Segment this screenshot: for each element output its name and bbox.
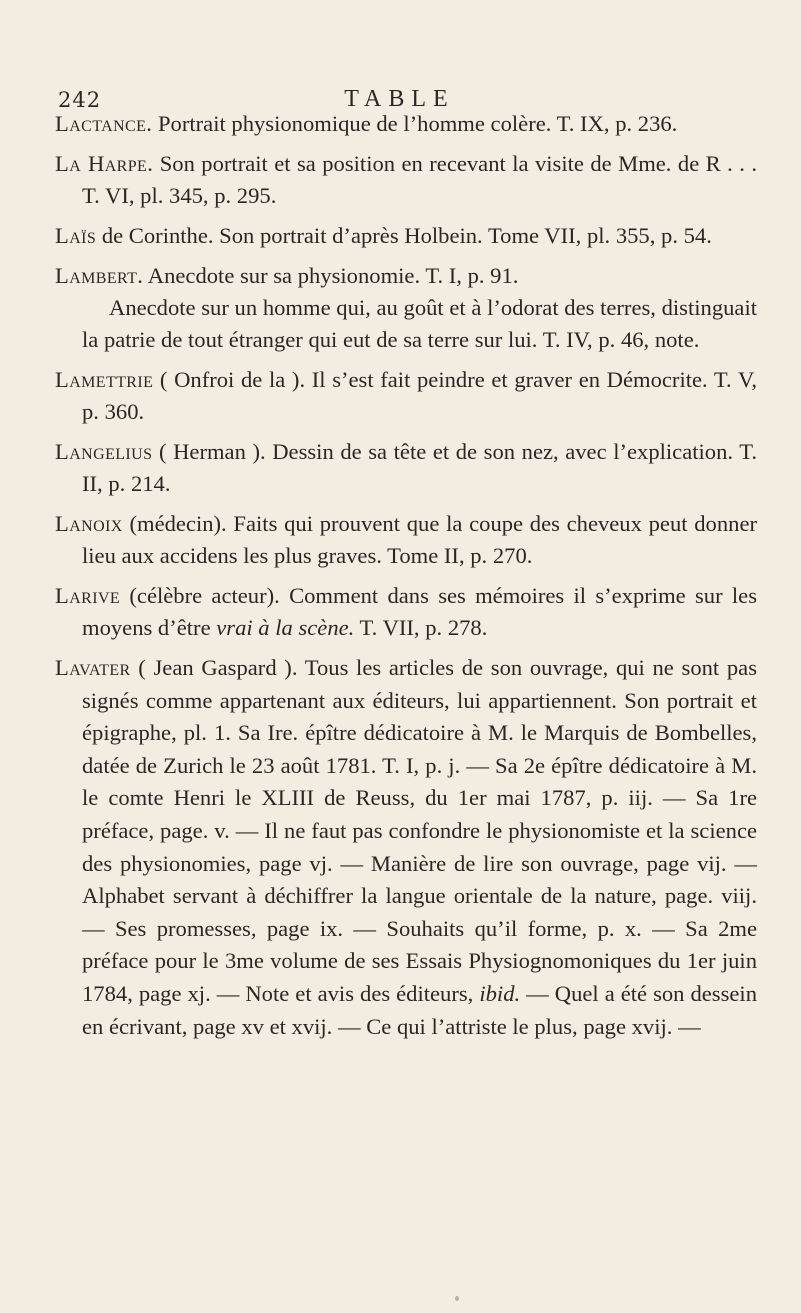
page-number: 242 bbox=[58, 88, 102, 112]
index-entry-lanoix bbox=[55, 508, 757, 572]
entry-heading: Lavater bbox=[55, 655, 131, 680]
entry-text: ( Onfroi de la ). Il s’est fait peindre et graver en Démocrite. T. V, p. 360. bbox=[82, 367, 757, 424]
entry-heading: La Harpe. bbox=[55, 151, 154, 176]
entry-text: ( Herman ). Dessin de sa tête et de son nez, avec l’explication. T. II, p. 214. bbox=[82, 439, 757, 496]
entry-heading: Lamettrie bbox=[55, 367, 154, 392]
entry-heading: Laïs bbox=[55, 223, 97, 248]
entry-text: de Corinthe. Son portrait d’après Holbein. Tome VII, pl. 355, p. 54. bbox=[96, 223, 712, 248]
ink-speck bbox=[455, 1296, 459, 1301]
index-entry-lavater bbox=[55, 652, 757, 1043]
entry-heading: Larive bbox=[55, 583, 121, 608]
entry-heading: Lambert. bbox=[55, 263, 144, 288]
running-title: TABLE bbox=[344, 86, 455, 112]
index-entry-larive bbox=[55, 580, 757, 644]
entry-text: (médecin). Faits qui prouvent que la coupe des cheveux peut donner lieu aux accidens les plus graves. Tome II, p. 270. bbox=[82, 511, 757, 568]
entry-italic-text: ibid. bbox=[479, 980, 521, 1006]
entry-heading: Langelius bbox=[55, 439, 153, 464]
index-entry-lambert bbox=[55, 260, 757, 356]
index-entry-lactance bbox=[55, 108, 757, 140]
index-entry-lais bbox=[55, 220, 757, 252]
index-entries bbox=[55, 108, 757, 1051]
entry-text: Son portrait et sa position en recevant la visite de Mme. de R . . . T. VI, pl. 345, p. 295. bbox=[82, 151, 757, 208]
entry-text-tail: T. VII, p. 278. bbox=[354, 615, 488, 640]
entry-text: Anecdote sur sa physionomie. T. I, p. 91. bbox=[143, 263, 519, 288]
entry-text: ( Jean Gaspard ). Tous les articles de son ouvrage, qui ne sont pas signés comme appartenant aux éditeurs, lui appartiennent. Son portrait et épigraphe, pl. 1. Sa Ire. épître dédicatoire à M. le Marquis de Bombelles, datée de Zurich le 23 août 1781. T. I, p. j. — Sa 2e épître dédicatoire à M. le comte Henri le XLIII de Reuss, du 1er mai 1787, p. iij. — Sa 1re préface, page. v. — Il ne faut pas confondre le physionomiste et la science des physionomies, page vj. — Manière de lire son ouvrage, page vij. — Alphabet servant à déchiffrer la langue orientale de la nature, page. viij. — Ses promesses, page ix. — Souhaits qu’il forme, p. x. — Sa 2me préface pour le 3me volume de ses Essais Physiognomoniques du 1er juin 1784, page xj. — Note et avis des éditeurs, bbox=[82, 655, 757, 1006]
entry-text: Portrait physionomique de l’homme colère. T. IX, p. 236. bbox=[152, 111, 678, 136]
index-entry-la-harpe bbox=[55, 148, 757, 212]
index-entry-langelius bbox=[55, 436, 757, 500]
entry-heading: Lanoix bbox=[55, 511, 123, 536]
entry-heading: Lactance. bbox=[55, 111, 153, 136]
entry-text: (célèbre acteur). Comment dans ses mémoires il s’exprime sur les moyens d’être bbox=[82, 583, 757, 640]
entry-text-tail: — Quel a été son dessein en écrivant, page xv et xvij. — Ce qui l’attriste le plus, page xvij. — bbox=[82, 980, 757, 1039]
entry-subtext: Anecdote sur un homme qui, au goût et à l’odorat des terres, distinguait la patrie de tout étranger qui eut de sa terre sur lui. T. IV, p. 46, note. bbox=[82, 295, 757, 352]
entry-italic-text: vrai à la scène. bbox=[216, 615, 355, 640]
index-entry-lamettrie bbox=[55, 364, 757, 428]
